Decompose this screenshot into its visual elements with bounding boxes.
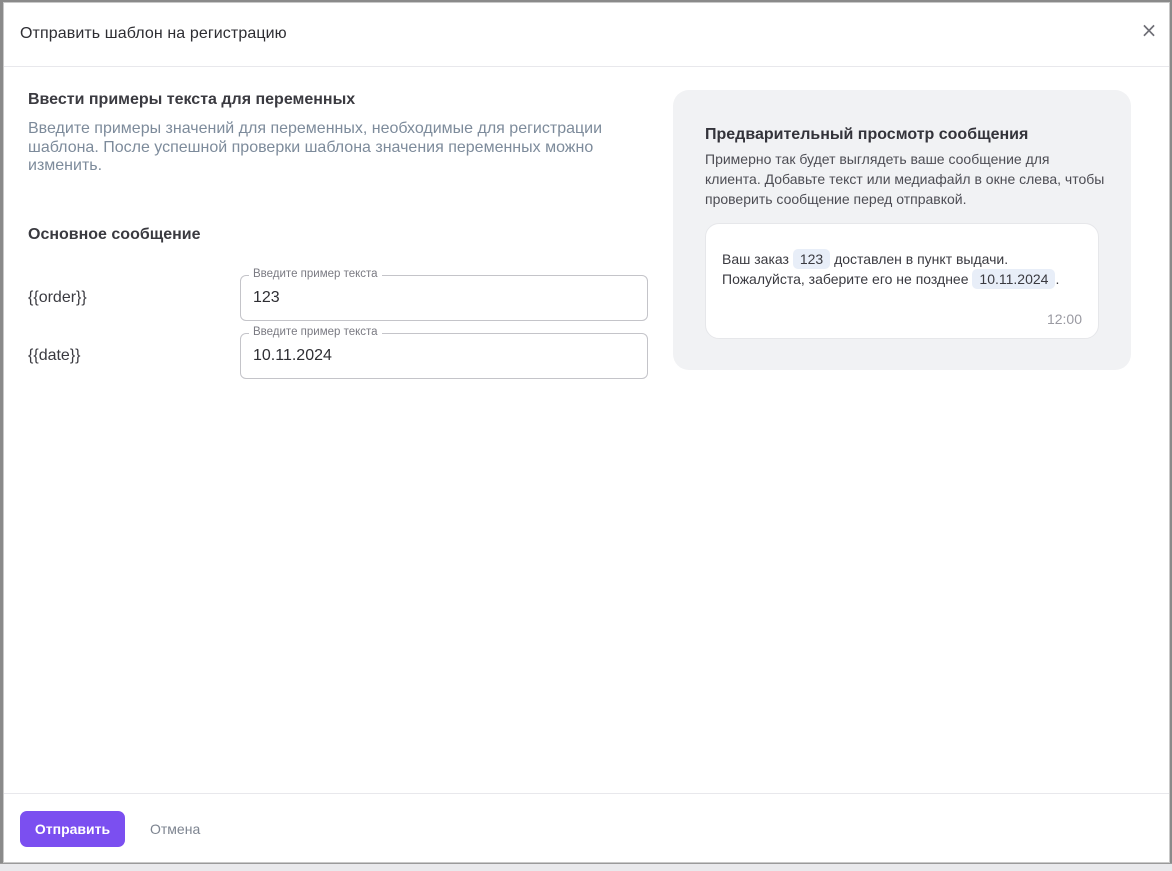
message-part-2: доставлен в пункт выдачи. Пожалуйста, заберите его не позднее: [722, 251, 1009, 287]
variables-description: Введите примеры значений для переменных, необходимые для регистрации шаблона. После успешной проверки шаблона значения переменных можно изменить.: [28, 120, 603, 174]
preview-description: Примерно так будет выглядеть ваше сообщение для клиента. Добавьте текст или медиафайл в окне слева, чтобы проверить сообщение перед отправкой.: [705, 151, 1105, 207]
variables-section: [28, 91, 652, 364]
modal-header: [4, 3, 1169, 67]
message-text: [722, 249, 1092, 289]
modal-title: Отправить шаблон на регистрацию: [20, 25, 287, 42]
close-icon[interactable]: ×: [1140, 18, 1158, 42]
date-example-field[interactable]: [240, 326, 648, 379]
variable-label-date: {{date}}: [28, 347, 81, 364]
field-legend: Введите пример текста: [249, 326, 382, 338]
variable-row-order: [28, 268, 652, 321]
submit-button[interactable]: Отправить: [20, 811, 125, 847]
order-example-input[interactable]: [253, 289, 633, 307]
message-preview-panel: [673, 90, 1131, 370]
date-example-input[interactable]: [253, 347, 633, 365]
main-message-heading: Основное сообщение: [28, 226, 201, 243]
register-template-modal: [3, 2, 1170, 863]
variable-chip-date: 10.11.2024: [972, 269, 1055, 289]
preview-title: Предварительный просмотр сообщения: [705, 126, 1029, 143]
variables-heading: Ввести примеры текста для переменных: [28, 91, 356, 108]
variable-chip-order: 123: [793, 249, 830, 269]
message-time: 12:00: [1046, 311, 1082, 327]
field-legend: Введите пример текста: [249, 268, 382, 280]
message-part-1: Ваш заказ: [722, 251, 789, 267]
variable-row-date: [28, 326, 652, 379]
order-example-field[interactable]: [240, 268, 648, 321]
message-bubble: [705, 223, 1099, 339]
cancel-button[interactable]: Отмена: [140, 811, 210, 847]
message-part-3: .: [1055, 271, 1060, 287]
variable-label-order: {{order}}: [28, 289, 87, 306]
background-strip: [0, 863, 1172, 871]
modal-footer: [4, 793, 1169, 864]
